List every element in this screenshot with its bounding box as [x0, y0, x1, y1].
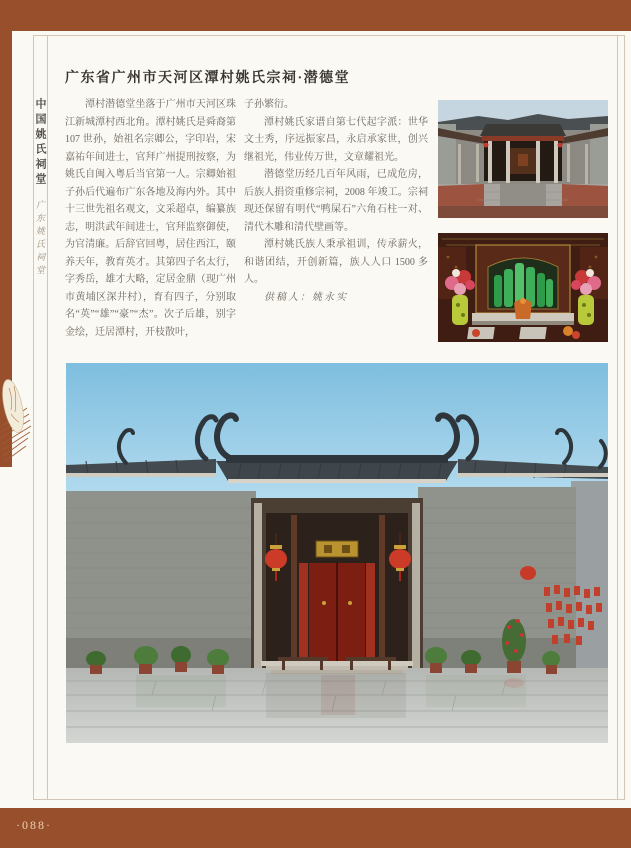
paragraph-1-continued: 子孙繁衍。 — [244, 99, 294, 110]
name-plaque — [316, 541, 358, 557]
couplet-left — [299, 563, 308, 659]
article-column-1 — [65, 96, 236, 341]
top-rule-line — [33, 35, 625, 36]
sidebar-series-title: 中国姚氏祠堂 — [34, 98, 46, 188]
page-number: ·088· — [16, 818, 52, 832]
paragraph-3: 潜德堂历经几百年风雨，已成危房，后族人捐资重修宗祠，2008 年竣工。宗祠现还保留有明代“鸭屎石”六角石柱一对、清代木雕和清代壁画等。 — [244, 169, 428, 233]
left-wall — [66, 491, 256, 668]
sidebar-chapter-title: 广东姚氏祠堂 — [35, 200, 45, 278]
top-border-bar — [0, 0, 631, 31]
altar-photo — [438, 233, 608, 342]
right-rule-outer — [624, 35, 625, 799]
byline: 供稿人：姚永实 — [264, 291, 348, 303]
article-column-2 — [244, 96, 428, 306]
paragraph-2: 潭村姚氏家谱自第七代起字派：世华文士秀，序远振家昌，永启承家世，创兴继祖光，伟业传万世，文章耀祖光。 — [244, 116, 428, 163]
paragraph-1: 潭村潜德堂坐落于广州市天河区珠江新城潭村西北角。潭村姚氏是舜裔第 107 世孙，始祖名宗卿公，字印岩，宋嘉祐年间进士，官拜广州提刑按察，为姚氏自闽入粤后当官第一人。宗卿始祖子孙后代遍布广东各地及海内外。其中十三世先祖名观文，文采超卓，编纂族志，明洪武年间进士，官拜监察御使，为官清廉。后辞官回粤，居住西江，颐养天年，教育英才。其第四子名太行，字秀岳，雄才大略，定居金鼎（现广州市黄埔区深井村），育有四子，分别取名“英”“雄”“豪”“杰”。次子后雄，别字金绘，迁居潭村，开枝散叶， — [65, 99, 236, 338]
small-lantern — [520, 566, 536, 580]
paragraph-4: 潭村姚氏族人秉承祖训，传承薪火，和谐团结，开创新篇，族人人口 1500 多人。 — [244, 239, 428, 285]
ornament-sketch — [0, 368, 34, 468]
facade-photo — [66, 363, 608, 743]
bottom-rule-line — [33, 799, 625, 800]
right-rule-inner — [617, 35, 618, 799]
courtyard-photo — [438, 100, 608, 218]
bottom-border-bar — [0, 808, 631, 848]
article-title: 广东省广州市天河区潭村姚氏宗祠·潜德堂 — [65, 71, 351, 87]
main-doors — [309, 563, 365, 663]
couplet-right — [366, 563, 375, 659]
pavilion-roof — [480, 124, 566, 136]
